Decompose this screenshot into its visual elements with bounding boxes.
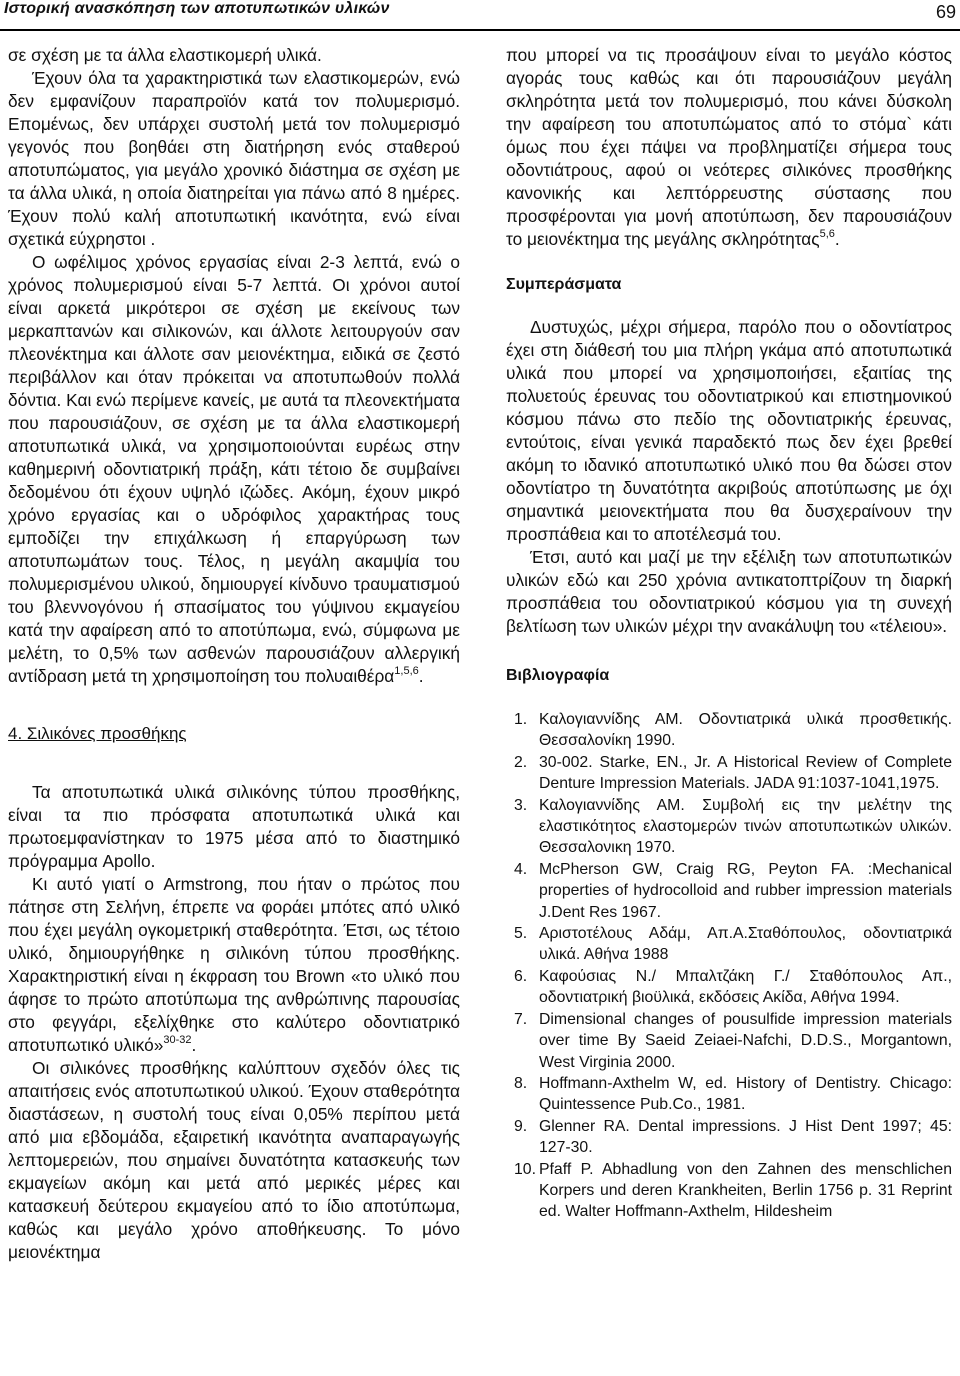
reference-item (506, 1116, 952, 1159)
reference-item (506, 1009, 952, 1073)
reference-number: 10. (514, 1160, 536, 1178)
paragraph: Έχουν όλα τα χαρακτηριστικά των ελαστικομερών, ενώ δεν εμφανίζουν παραπροϊόν κατά τον πολυμερισμό. Επομένως, δεν υπάρχει συστολή μετά τον πολυμερισμό γεγονός που βοηθάει στη διατήρηση ενός σταθερού αποτυπώματος, για μεγάλο χρονικό διάστημα σε σχέση με τα άλλα υλικά, η οποία διατηρείται για πάνω από 8 ημέρες. Έχουν πολύ καλή αποτυπωτική ικανότητα, ενώ είναι σχετικά εύχρηστοι . (8, 68, 460, 249)
paragraph: Τα αποτυπωτικά υλικά σιλικόνης τύπου προσθήκης, είναι τα πιο πρόσφατα αποτυπωτικά υλικά και πρωτοεμφανίστηκαν το 1975 μέσα από το διαστημικό πρόγραμμα Apollo. (8, 782, 460, 871)
right-column (506, 44, 952, 1223)
paragraph-text: Κι αυτό γιατί ο Armstrong, που ήταν ο πρώτος που πάτησε στη Σελήνη, έπρεπε να φοράει μπότες από υλικό που έχει μεγάλη ογκομετρική σταθερότητα. Έτσι, ως τέτοιο υλικό, δημιουργήθηκε η σιλικόνη τύπου προσθήκης. Χαρακτηριστική είναι η έκφραση του Brown «το υλικό που άφησε το πρώτο αποτύπωμα της ανθρώπινης παρουσίας στο φεγγάρι, εξελίχθηκε στο καλύτερο οδοντιατρικό αποτυπωτικό υλικό» (8, 874, 460, 1055)
reference-text: Καφούσιας Ν./ Μπαλτζάκη Γ./ Σταθόπουλος Απ., οδοντιατρική βιοϋλικά, εκδόσεις Ακίδα, Αθήνα 1994. (539, 967, 952, 1007)
paragraph (8, 251, 460, 688)
paragraph: Δυστυχώς, μέχρι σήμερα, παρόλο που ο οδοντίατρος έχει στη διάθεσή του μια πλήρη γκάμα από αποτυπωτικά υλικά που μπορεί να χρησιμοποιήσει, εξαιτίας της πολυετούς έρευνας του οδοντιατρικού και επιστημονικού κόσμου πάνω στο πεδίο της οδοντιατρικής έρευνας, εντούτοις, είναι γενικά παραδεκτό πως δεν έχει βρεθεί ακόμη το ιδανικό αποτυπωτικό υλικό που θα δώσει στον οδοντίατρο τη δυνατότητα ακριβούς αποτύπωσης με όχι σημαντικά μειονεκτήματα που θα δυσχεραίνουν την προσπάθεια και το αποτέλεσμά του. (506, 317, 952, 544)
paragraph (8, 873, 460, 1057)
paragraph-end: . (834, 229, 840, 249)
reference-item (506, 795, 952, 859)
page-number: 69 (935, 2, 956, 22)
reference-text: Glenner RA. Dental impressions. J Hist Dent 1997; 45: 127-30. (539, 1117, 952, 1157)
reference-item (506, 752, 952, 795)
reference-text: McPherson GW, Craig RG, Peyton FA. :Mechanical properties of hydrocolloid and rubber impression materials J.Dent Res 1967. (539, 860, 952, 921)
section-heading: 4. Σιλικόνες προσθήκης (8, 724, 187, 743)
references-list (506, 709, 952, 1223)
paragraph: σε σχέση με τα άλλα ελαστικομερή υλικά. (8, 45, 322, 65)
reference-item (506, 1073, 952, 1116)
reference-text: Καλογιαννίδης ΑΜ. Συμβολή εις την μελέτην της ελαστικότητος ελαστομερών τινών αποτυπωτικών υλικών. Θεσσαλονικη 1970. (539, 796, 952, 857)
references-heading: Βιβλιογραφία (506, 667, 610, 684)
reference-number: 3. (514, 796, 528, 814)
citation-superscript: 30-32 (163, 1034, 192, 1047)
conclusions-heading: Συμπεράσματα (506, 276, 622, 293)
reference-text: Καλογιαννίδης ΑΜ. Οδοντιατρικά υλικά προσθετικής. Θεσσαλονίκη 1990. (539, 711, 952, 750)
reference-number: 5. (514, 925, 528, 943)
paragraph-end: . (191, 1035, 197, 1055)
reference-item (506, 923, 952, 966)
reference-text: 30-002. Starke, EN., Jr. A Historical Review of Complete Denture Impression Materials. JADA 91:1037-1041,1975. (539, 753, 952, 793)
reference-text: Αριστοτέλους Αδάμ, Απ.Α.Σταθόπουλος, οδοντιατρικά υλικά. Αθήνα 1988 (539, 925, 952, 964)
paragraph-end: . (418, 666, 424, 686)
page-header (0, 0, 960, 31)
reference-text: Pfaff P. Abhadlung von den Zahnen des menschlichen Korpers und deren Krankheiten, Berlin 1756 p. 31 Reprint ed. Walter Hoffmann-Axthelm, Hildesheim (539, 1160, 952, 1221)
reference-number: 4. (514, 860, 528, 878)
reference-number: 2. (514, 753, 528, 771)
reference-number: 6. (514, 967, 528, 985)
reference-number: 8. (514, 1074, 528, 1092)
paragraph-text: που μπορεί να τις προσάψουν είναι το μεγάλο κόστος αγοράς τους καθώς και ότι παρουσιάζουν μεγάλη σκληρότητα μετά τον πολυμερισμό, που κάνει δύσκολη την αφαίρεση του αποτυπώματος από το στόμα` κάτι όμως που έχει πάψει να προβληματίζει σήμερα τους οδοντιάτρους, αφού οι νεότερες σιλικόνες προσθήκης κανονικής και λεπτόρρευστης σύστασης που προσφέρονται για μονή αποτύπωση, δεν παρουσιάζουν το μειονέκτημα της μεγάλης σκληρότητας (506, 45, 952, 249)
citation-superscript: 1,5,6 (394, 665, 419, 678)
paragraph: Έτσι, αυτό και μαζί με την εξέλιξη των αποτυπωτικών υλικών εδώ και 250 χρόνια αντικατοπτρίζουν τη διαρκή προσπάθεια του οδοντιατρικού κόσμου για τη συνεχή βελτίωση των υλικών μέχρι την ανακάλυψη του «τέλειου». (506, 547, 952, 636)
reference-item (506, 859, 952, 923)
running-title: Ιστορική ανασκόπηση των αποτυπωτικών υλικών (4, 0, 390, 17)
citation-superscript: 5,6 (819, 228, 835, 241)
reference-text: Dimensional changes of pousulfide impression materials over time By Saeid Zeiaei-Nafchi, D.D.S., Morgantown, West Virginia 2000. (539, 1010, 952, 1071)
paragraph: Οι σιλικόνες προσθήκης καλύπτουν σχεδόν όλες τις απαιτήσεις ενός αποτυπωτικού υλικού. Έχουν σταθερότητα διαστάσεων, η συστολή τους είναι 0,05% περίπου μετά από μια εβδομάδα, εξαιρετική ικανότητα αναπαραγωγής λεπτομερειών, που σημαίνει δυνατότητα κατασκευής των εκμαγείων ακόμη και μετά από μερικές μέρες και κατασκευή δεύτερου εκμαγείου από το ίδιο αποτύπωμα, καθώς και μεγάλο χρόνο αποθήκευσης. Το μόνο μειονέκτημα (8, 1058, 461, 1262)
left-column (8, 44, 460, 1264)
reference-item (506, 966, 952, 1009)
reference-item (506, 1159, 952, 1223)
reference-text: Hoffmann-Axthelm W, ed. History of Dentistry. Chicago: Quintessence Pub.Co., 1981. (539, 1074, 952, 1114)
paragraph (506, 44, 952, 251)
reference-number: 1. (514, 711, 528, 728)
reference-number: 9. (514, 1117, 528, 1135)
reference-item (506, 709, 952, 752)
paragraph-text: Ο ωφέλιμος χρόνος εργασίας είναι 2-3 λεπτά, ενώ ο χρόνος πολυμερισμού είναι 5-7 λεπτά. Οι χρόνοι αυτοί είναι αρκετά μικρότεροι σε σχέση με εκείνους των μερκαπτανών και σιλικονών, και άλλοτε λειτουργούν σαν πλεονέκτημα και άλλοτε σαν μειονέκτημα, ειδικά σε ζεστό περιβάλλον και όταν πρόκειται να αποτυπωθούν πολλά δόντια. Και ενώ περίμενε κανείς, με αυτά τα πλεονεκτήματα που παρουσιάζουν, σε σχέση με τα άλλα ελαστικομερή αποτυπωτικά υλικά, να χρησιμοποιούνται ευρέως στην καθημερινή οδοντιατρική πράξη, κάτι τέτοιο δε συμβαίνει δεδομένου ότι έχουν υψηλό ιζώδες. Ακόμη, έχουν μικρό χρόνο εργασίας και ο υδρόφιλος χαρακτήρας τους εμποδίζει την επιχάλκωση ή επαργύρωση των αποτυπωμάτων τους. Τέλος, η μεγάλη ακαμψία του πολυμερισμένου υλικού, δημιουργεί κίνδυνο τραυματισμού του βλεννογόνου ή σπασίματος του γύψινου εκμαγείου κατά την αφαίρεση από το αποτύπωμα, ενώ, σύμφωνα με μελέτη, το 0,5% των ασθενών παρουσιάζουν αλλεργική αντίδραση μετά τη χρησιμοποίηση του πολυαιθέρα (8, 252, 460, 686)
reference-number: 7. (514, 1010, 528, 1028)
